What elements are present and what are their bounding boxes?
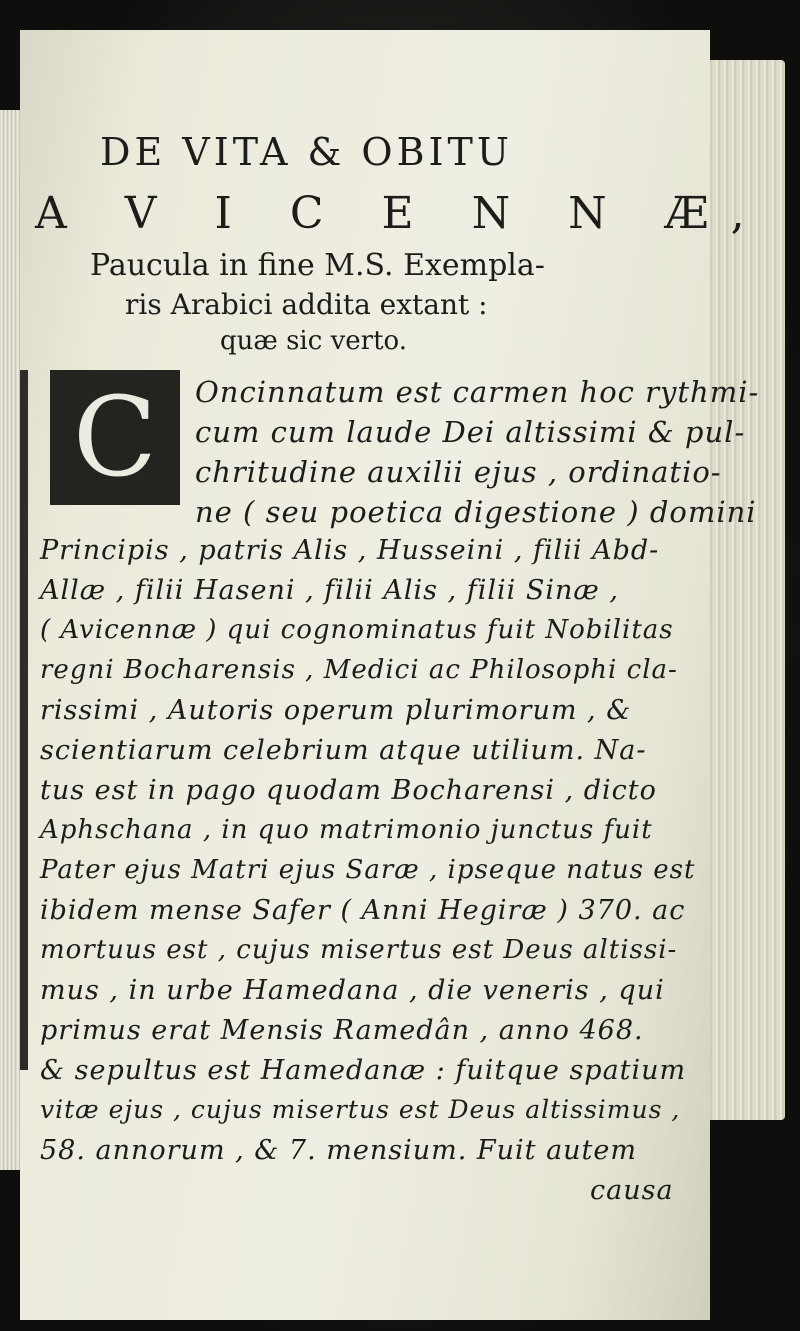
chapter-name: A V I C E N N Æ, <box>35 188 767 239</box>
intro-line: quæ sic verto. <box>220 326 407 356</box>
body-line: chritudine auxilii ejus , ordinatio- <box>195 455 722 489</box>
body-line: Aphschana , in quo matrimonio junctus fuit <box>40 815 653 845</box>
body-line: rissimi , Autoris operum plurimorum , & <box>40 695 632 726</box>
body-line: Principis , patris Alis , Husseini , filii Abd- <box>40 535 660 566</box>
body-line: primus erat Mensis Ramedân , anno 468. <box>40 1015 644 1046</box>
body-line: Oncinnatum est carmen hoc rythmi- <box>195 375 760 409</box>
gutter-shadow <box>20 370 28 1070</box>
body-line: scientiarum celebrium atque utilium. Na- <box>40 735 647 766</box>
body-line: ne ( seu poetica digestione ) domini <box>195 495 757 529</box>
body-line: 58. annorum , & 7. mensium. Fuit autem <box>40 1135 637 1166</box>
body-line: & sepultus est Hamedanæ : fuitque spatium <box>40 1055 687 1086</box>
body-line: mus , in urbe Hamedana , die veneris , qui <box>40 975 665 1006</box>
body-line: tus est in pago quodam Bocharensi , dicto <box>40 775 657 806</box>
running-head: DE VITA & OBITU <box>100 130 513 174</box>
body-line: ( Avicennæ ) qui cognominatus fuit Nobilitas <box>40 615 674 645</box>
body-line: Pater ejus Matri ejus Saræ , ipseque natus est <box>40 855 696 885</box>
intro-line: Paucula in fine M.S. Exempla- <box>90 248 545 283</box>
intro-line: ris Arabici addita extant : <box>125 288 488 321</box>
body-line: regni Bocharensis , Medici ac Philosophi cla- <box>40 655 678 685</box>
body-line: mortuus est , cujus misertus est Deus altissi- <box>40 935 678 965</box>
drop-cap: C <box>50 370 180 505</box>
body-line: Allæ , filii Haseni , filii Alis , filii Sinæ , <box>40 575 619 606</box>
catchword: causa <box>590 1175 674 1206</box>
body-line: ibidem mense Safer ( Anni Hegiræ ) 370. ac <box>40 895 686 926</box>
body-line: vitæ ejus , cujus misertus est Deus altissimus , <box>40 1095 681 1124</box>
body-line: cum cum laude Dei altissimi & pul- <box>195 415 746 449</box>
book-page <box>20 30 767 1320</box>
